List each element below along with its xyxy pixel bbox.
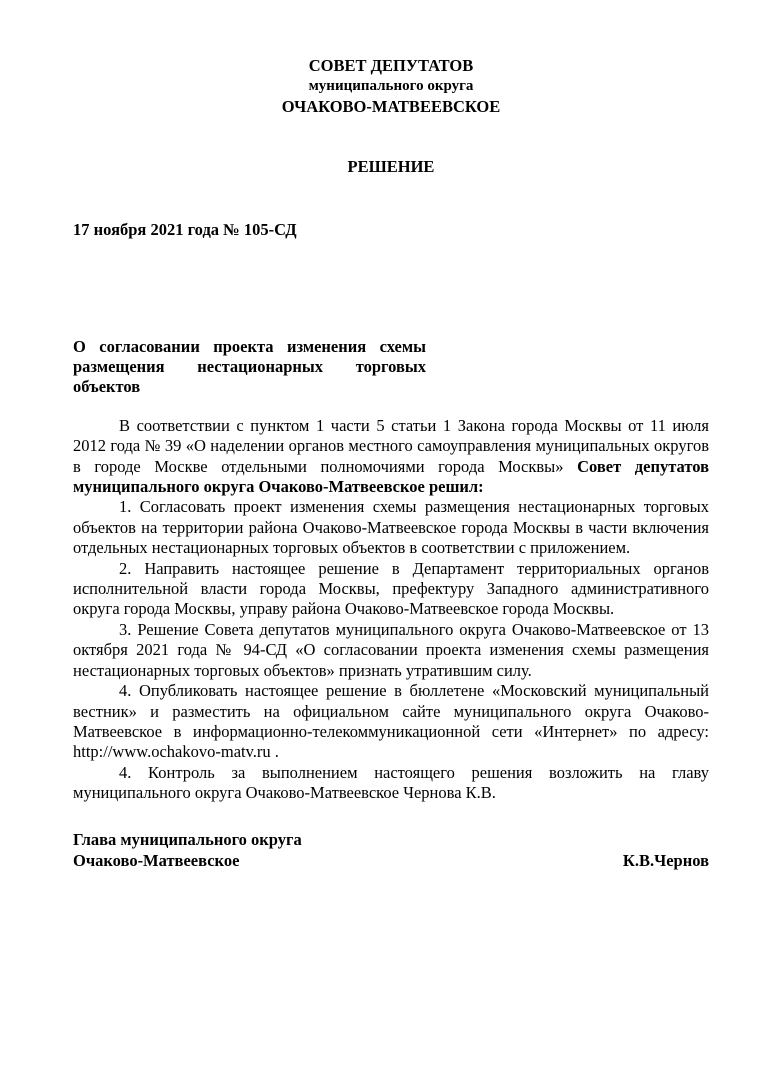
document-type: РЕШЕНИЕ	[347, 157, 435, 176]
preamble-resolution: Совет депутатов муниципального округа Очаково-Матвеевское решил:	[73, 456, 709, 497]
subject-line: размещения нестационарных торговых	[73, 356, 426, 376]
header-municipality: муниципального округа	[308, 78, 474, 94]
header-district: ОЧАКОВО-МАТВЕЕВСКОЕ	[281, 97, 501, 116]
document-date-number: 17 ноября 2021 года № 105-СД	[73, 220, 297, 240]
decision-text	[73, 416, 709, 804]
document-subject	[73, 337, 426, 397]
decision-item-4: 4. Опубликовать настоящее решение в бюллетене «Московский муниципальный вестник» и разместить на официальном сайте муниципального округа Очаково-Матвеевское в информационно-телекоммуникационной сети «Интернет» по адресу: http://www.ochakovo-matv.ru .	[73, 681, 709, 762]
signatory-name: К.В.Чернов	[622, 850, 709, 870]
decision-item-2: 2. Направить настоящее решение в Департамент территориальных органов исполнительной власти города Москвы, префектуру Западного административного округа города Москвы, управу района Очаково-Матвеевское города Москвы.	[73, 558, 709, 619]
decision-item-1: 1. Согласовать проект изменения схемы размещения нестационарных торговых объектов на территории района Очаково-Матвеевское города Москвы в части включения отдельных нестационарных торговых объектов в соответствии с приложением.	[73, 497, 709, 558]
subject-line: О согласовании проекта изменения схемы	[73, 336, 426, 356]
document-body	[73, 56, 709, 872]
signature-block	[73, 830, 709, 872]
signatory-position: Глава муниципального округа	[73, 829, 302, 849]
document-header	[73, 56, 709, 117]
signatory-district: Очаково-Матвеевское	[73, 850, 240, 870]
preamble-paragraph	[73, 416, 709, 498]
decision-item-5: 4. Контроль за выполнением настоящего решения возложить на главу муниципального округа Очаково-Матвеевское Чернова К.В.	[73, 762, 709, 803]
decision-item-3: 3. Решение Совета депутатов муниципального округа Очаково-Матвеевское от 13 октября 2021 года № 94-СД «О согласовании проекта изменения схемы размещения нестационарных торговых объектов» признать утратившим силу.	[73, 619, 709, 680]
preamble-text: В соответствии с пунктом 1 части 5 статьи 1 Закона города Москвы от 11 июля 2012 года № 39 «О наделении органов местного самоуправления муниципальных округов в городе Москве отдельными полномочиями города Москвы»	[73, 415, 709, 476]
subject-line: объектов	[73, 376, 141, 396]
header-council: СОВЕТ ДЕПУТАТОВ	[308, 56, 474, 75]
